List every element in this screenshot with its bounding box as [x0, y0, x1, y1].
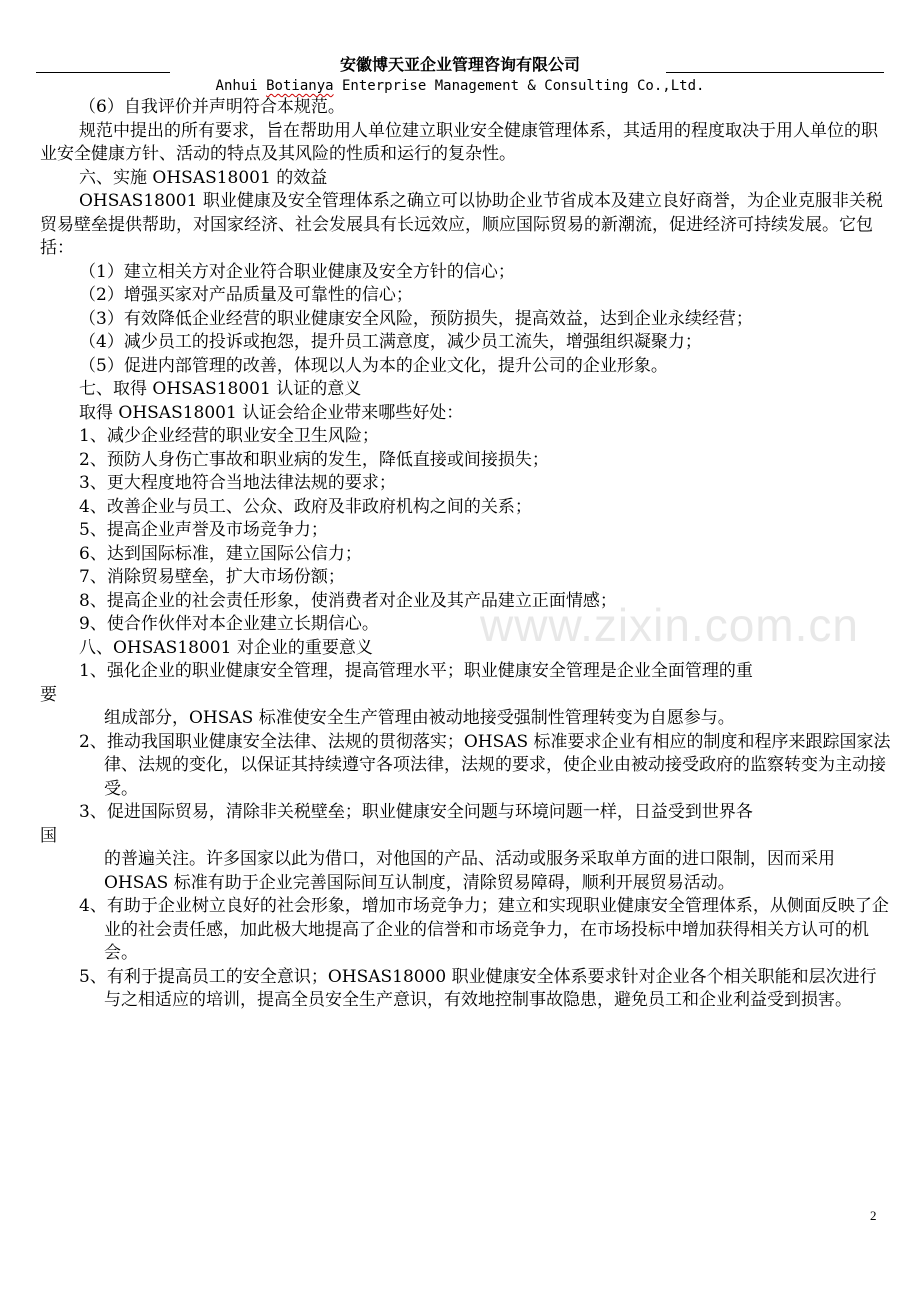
list-item: （3）有效降低企业经营的职业健康安全风险，预防损失，提高效益，达到企业永续经营；	[79, 308, 753, 329]
company-en-spellcheck-word: Botianya	[266, 78, 334, 94]
company-en-prefix: Anhui	[215, 78, 267, 94]
page-number: 2	[870, 1208, 877, 1223]
paragraph: 取得 OHSAS18001 认证会给企业带来哪些好处：	[79, 402, 464, 423]
list-item: 5、提高企业声誉及市场竞争力；	[79, 520, 328, 540]
page-header	[0, 0, 920, 100]
watermark: www.zixin.com.cn	[480, 599, 859, 651]
company-name-cn: 安徽博天亚企业管理咨询有限公司	[339, 55, 580, 74]
list-item-overflow: 要	[40, 684, 57, 705]
list-item: 1、强化企业的职业健康安全管理，提高管理水平；职业健康安全管理是企业全面管理的重	[79, 661, 753, 681]
list-item: 4、有助于企业树立良好的社会形象，增加市场竞争力；建立和实现职业健康安全管理体系，从侧面反映了企业的社会责任感，加此极大地提高了企业的信誉和市场竞争力，在市场投标中增加获得相关方认可的机会。	[79, 896, 889, 963]
list-item: （2）增强买家对产品质量及可靠性的信心；	[79, 285, 413, 305]
list-item-continuation: 的普遍关注。许多国家以此为借口，对他国的产品、活动或服务采取单方面的进口限制，因而采用 OHSAS 标准有助于企业完善国际间互认制度，清除贸易障碍，顺利开展贸易活动。	[104, 849, 835, 893]
list-item: （4）减少员工的投诉或抱怨，提升员工满意度，减少员工流失，增强组织凝聚力；	[79, 332, 702, 352]
list-item-overflow: 国	[40, 825, 57, 846]
list-item: 4、改善企业与员工、公众、政府及非政府机构之间的关系；	[79, 496, 532, 517]
list-item-continuation: 组成部分，OHSAS 标准使安全生产管理由被动地接受强制性管理转变为自愿参与。	[104, 708, 735, 728]
company-en-suffix: Enterprise Management & Consulting Co.,Ltd.	[333, 78, 705, 94]
list-item: 5、有利于提高员工的安全意识；OHSAS18000 职业健康安全体系要求针对企业各个相关职能和层次进行与之相适应的培训，提高全员安全生产意识，有效地控制事故隐患，避免员工和企业利益受到损害。	[79, 966, 877, 1010]
paragraph: OHSAS18001 职业健康及安全管理体系之确立可以协助企业节省成本及建立良好商誉，为企业克服非关税贸易壁垒提供帮助，对国家经济、社会发展具有长远效应，顺应国际贸易的新潮流，促进经济可持续发展。它包括：	[40, 191, 883, 258]
list-item: 2、预防人身伤亡事故和职业病的发生，降低直接或间接损失；	[79, 449, 549, 470]
list-item: 9、使合作伙伴对本企业建立长期信心。	[79, 614, 379, 634]
section-heading: 八、OHSAS18001 对企业的重要意义	[79, 637, 373, 658]
section-heading: 六、实施 OHSAS18001 的效益	[79, 167, 328, 188]
list-item: 1、减少企业经营的职业安全卫生风险；	[79, 426, 379, 446]
list-item: 3、促进国际贸易，清除非关税壁垒；职业健康安全问题与环境问题一样，日益受到世界各	[79, 802, 753, 822]
paragraph: 规范中提出的所有要求，旨在帮助用人单位建立职业安全健康管理体系，其适用的程度取决于用人单位的职业安全健康方针、活动的特点及其风险的性质和运行的复杂性。	[40, 120, 878, 164]
document-body	[40, 96, 892, 1013]
list-item: 3、更大程度地符合当地法律法规的要求；	[79, 473, 396, 493]
list-item: 7、消除贸易壁垒，扩大市场份额；	[79, 567, 345, 587]
company-name-en	[0, 78, 920, 94]
list-item: 8、提高企业的社会责任形象，使消费者对企业及其产品建立正面情感；	[79, 590, 617, 611]
section-heading: 七、取得 OHSAS18001 认证的意义	[79, 379, 362, 399]
list-item: 2、推动我国职业健康安全法律、法规的贯彻落实；OHSAS 标准要求企业有相应的制度和程序来跟踪国家法律、法规的变化，以保证其持续遵守各项法律，法规的要求，使企业由被动接受政府的监察转变为主动接受。	[79, 731, 891, 799]
list-item: （5）促进内部管理的改善，体现以人为本的企业文化，提升公司的企业形象。	[79, 355, 668, 376]
list-item: （1）建立相关方对企业符合职业健康及安全方针的信心；	[79, 261, 515, 282]
list-item: 6、达到国际标准，建立国际公信力；	[79, 543, 362, 564]
paragraph: （6）自我评价并声明符合本规范。	[79, 97, 345, 117]
